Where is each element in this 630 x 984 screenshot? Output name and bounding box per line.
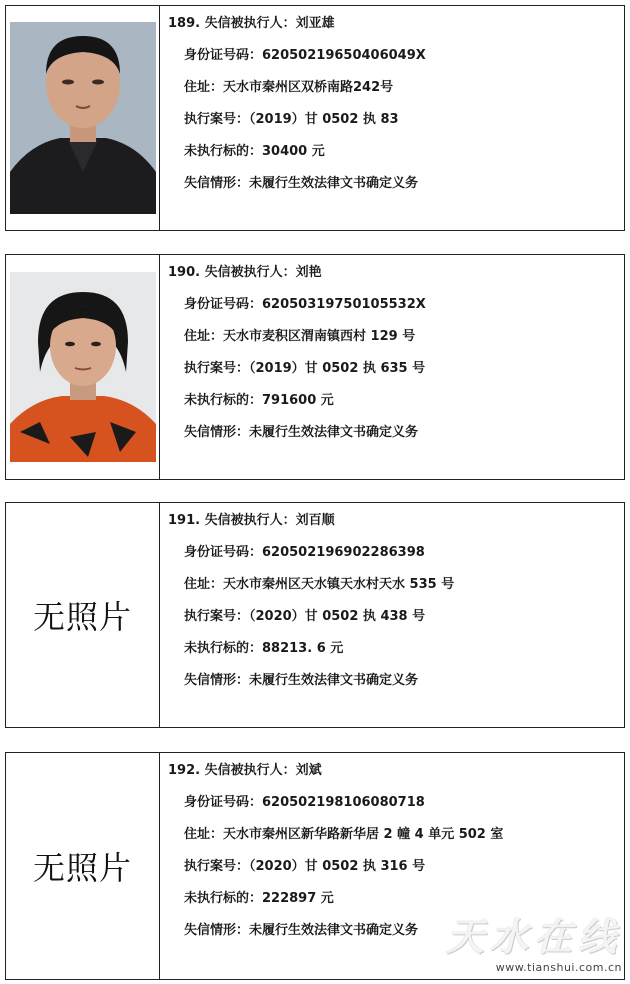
address: 住址：天水市秦州区双桥南路242号	[184, 80, 394, 95]
watermark-logo-text: 天水在线	[445, 914, 622, 959]
id-number: 身份证号码：620502198106080718	[184, 795, 425, 810]
record-card-190	[5, 254, 625, 480]
record-info	[168, 14, 618, 206]
record-heading: 191. 失信被执行人：刘百顺	[168, 513, 335, 528]
record-info	[168, 511, 618, 703]
address: 住址：天水市秦州区新华路新华居 2 幢 4 单元 502 室	[184, 827, 504, 842]
no-photo-label: 无照片	[32, 598, 132, 636]
case-number: 执行案号：（2019）甘 0502 执 83	[184, 112, 399, 127]
record-info	[168, 263, 618, 455]
no-photo-label: 无照片	[32, 849, 132, 887]
default-situation: 失信情形：未履行生效法律文书确定义务	[184, 673, 419, 688]
id-number: 身份证号码：620502196902286398	[184, 545, 425, 560]
address: 住址：天水市麦积区渭南镇西村 129 号	[184, 329, 416, 344]
record-card-189	[5, 5, 625, 231]
id-number: 身份证号码：620502196504060​49X	[184, 48, 426, 63]
unexecuted-amount: 未执行标的：791600 元	[184, 393, 334, 408]
record-heading: 189. 失信被执行人：刘亚雄	[168, 16, 335, 31]
case-number: 执行案号：（2020）甘 0502 执 316 号	[184, 859, 426, 874]
male-portrait-image	[10, 22, 156, 214]
no-photo-cell	[6, 753, 160, 979]
address: 住址：天水市秦州区天水镇天水村天水 535 号	[184, 577, 455, 592]
portrait-photo	[6, 6, 160, 230]
record-card-191	[5, 502, 625, 728]
record-heading: 190. 失信被执行人：刘艳	[168, 265, 322, 280]
site-watermark	[422, 906, 622, 974]
default-situation: 失信情形：未履行生效法律文书确定义务	[184, 176, 419, 191]
unexecuted-amount: 未执行标的：30400 元	[184, 144, 325, 159]
case-number: 执行案号：（2019）甘 0502 执 635 号	[184, 361, 426, 376]
record-heading: 192. 失信被执行人：刘斌	[168, 763, 322, 778]
unexecuted-amount: 未执行标的：222897 元	[184, 891, 334, 906]
female-portrait-image	[10, 272, 156, 462]
default-situation: 失信情形：未履行生效法律文书确定义务	[184, 923, 419, 938]
portrait-photo	[6, 255, 160, 479]
id-number: 身份证号码：62050319750105532X	[184, 297, 426, 312]
default-situation: 失信情形：未履行生效法律文书确定义务	[184, 425, 419, 440]
no-photo-cell	[6, 503, 160, 727]
watermark-url: www.tianshui.com.cn	[495, 961, 622, 974]
case-number: 执行案号：（2020）甘 0502 执 438 号	[184, 609, 426, 624]
unexecuted-amount: 未执行标的：88213. 6 元	[184, 641, 344, 656]
